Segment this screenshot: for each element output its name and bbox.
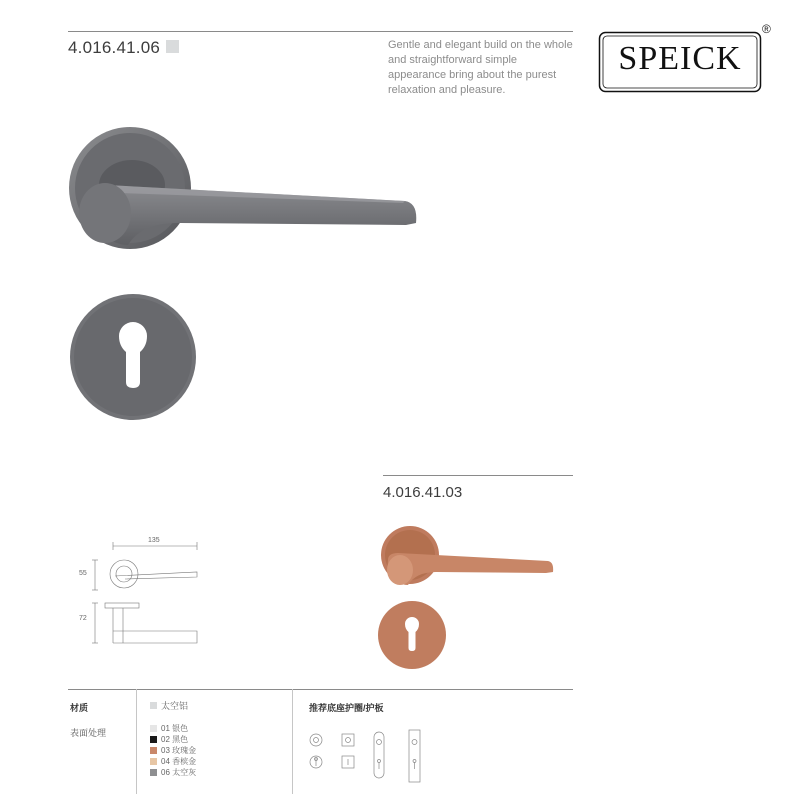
finish-text: 06 太空灰 (161, 768, 197, 777)
dimension-height-rose: 55 (79, 570, 87, 577)
spec-rule (68, 689, 573, 690)
material-text: 太空铝 (161, 701, 189, 711)
recommended-rose-icons (305, 728, 435, 793)
finish-swatch (150, 747, 157, 754)
product-code-secondary: 4.016.41.03 (383, 484, 463, 501)
finish-item (150, 723, 196, 734)
spec-divider (292, 689, 293, 794)
finish-label: 表面处理 (70, 728, 107, 738)
top-rule (68, 31, 573, 32)
dimension-height-side: 72 (79, 615, 87, 622)
brand-logo: SPEICK (618, 40, 742, 77)
lever-handle-rose-gold-image (378, 515, 558, 595)
material-label: 材质 (70, 703, 89, 713)
recommended-title: 推荐底座护圈/护板 (309, 703, 384, 713)
finish-swatch (150, 758, 157, 765)
product-code: 4.016.41.06 (68, 38, 161, 57)
spec-divider (136, 689, 137, 794)
finish-item (150, 734, 196, 745)
finish-item (150, 767, 196, 778)
section-rule (383, 475, 573, 476)
finish-text: 01 银色 (161, 724, 189, 733)
material-value (150, 700, 188, 711)
finish-swatch (150, 736, 157, 743)
finish-list (150, 723, 196, 778)
finish-swatch (150, 769, 157, 776)
finish-item (150, 745, 196, 756)
finish-item (150, 756, 196, 767)
finish-text: 02 黑色 (161, 735, 189, 744)
tagline: Gentle and elegant build on the whole and straightforward simple appearance bring about the purest relaxation and pleasure. (388, 39, 573, 96)
key-escutcheon-rose-gold-image (377, 600, 447, 670)
key-escutcheon-image (68, 292, 198, 422)
material-swatch (150, 702, 157, 709)
dimension-drawing (75, 530, 210, 655)
registered-mark: ® (762, 22, 771, 36)
finish-text: 03 玫瑰金 (161, 746, 197, 755)
finish-swatch (150, 725, 157, 732)
finish-text: 04 香槟金 (161, 757, 197, 766)
dimension-width: 135 (148, 537, 160, 544)
lever-handle-image (60, 115, 430, 260)
color-swatch (166, 40, 179, 53)
